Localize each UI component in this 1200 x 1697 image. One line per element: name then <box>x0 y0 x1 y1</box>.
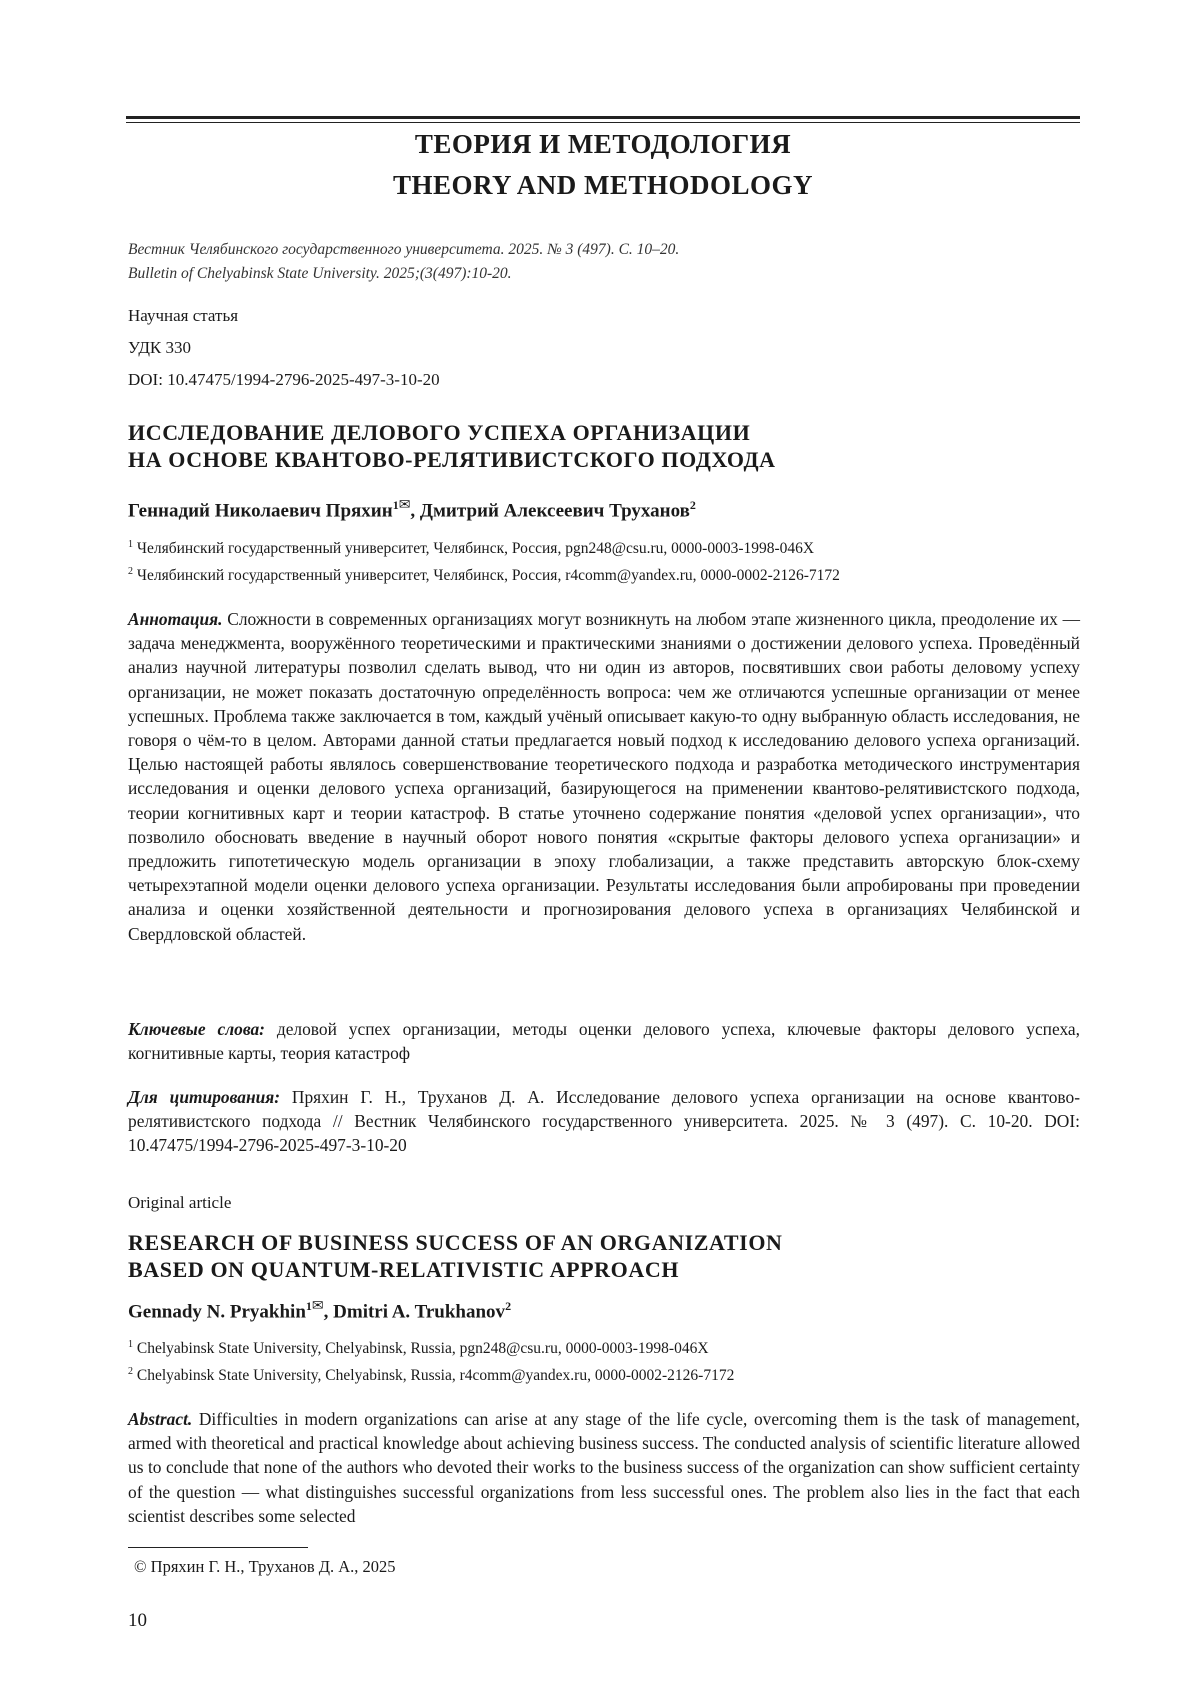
article-title-ru <box>128 419 1078 473</box>
doi-link[interactable]: DOI: 10.47475/1994-2796-2025-497-3-10-20 <box>128 370 440 389</box>
affiliation-text: Челябинский государственный университет, Челябинск, Россия, pgn248@csu.ru, 0000-0003-1998-046X <box>133 540 815 558</box>
author-superscript: 2 <box>505 1299 512 1313</box>
author-superscript: 1 <box>305 1299 312 1313</box>
section-heading-en: THEORY AND METHODOLOGY <box>392 170 814 200</box>
mail-icon[interactable]: ✉ <box>398 498 411 513</box>
author-name: Dmitri A. Trukhanov <box>333 1301 506 1323</box>
affiliation-text: Челябинский государственный университет, Челябинск, Россия, r4comm@yandex.ru, 0000-0002-2126-7172 <box>133 567 840 585</box>
affiliation-text: Chelyabinsk State University, Chelyabinsk, Russia, r4comm@yandex.ru, 0000-0002-2126-7172 <box>133 1367 735 1385</box>
affiliation-text: Chelyabinsk State University, Chelyabinsk, Russia, pgn248@csu.ru, 0000-0003-1998-046X <box>133 1340 709 1358</box>
authors-ru <box>128 493 1078 523</box>
author-name: Дмитрий Алексеевич Труханов <box>419 500 690 522</box>
author-name: Gennady N. Pryakhin <box>128 1301 306 1323</box>
author-name: Геннадий Николаевич Пряхин <box>128 500 393 522</box>
title-line-1: ИССЛЕДОВАНИЕ ДЕЛОВОГО УСПЕХА ОРГАНИЗАЦИИ <box>128 420 751 445</box>
mail-icon[interactable]: ✉ <box>311 1299 324 1314</box>
section-heading-ru: ТЕОРИЯ И МЕТОДОЛОГИЯ <box>414 129 792 159</box>
keywords-ru <box>128 1017 1080 1065</box>
abstract-text: Difficulties in modern organizations can arise at any stage of the life cycle, overcoming them is the task of management, armed with theoretical and practical knowledge about achieving business success. The conducted analysis of scientific literature allowed us to conclude that none of the authors who devoted their works to the business success of the organization can show sufficient certainty of the question — what distinguishes successful organizations from less successful ones. The problem also lies in the fact that each scientist describes some selected <box>128 1409 1080 1526</box>
udc-code: УДК 330 <box>128 338 192 357</box>
journal-reference-ru: Вестник Челябинского государственного университета. 2025. № 3 (497). С. 10–20. <box>128 241 680 258</box>
affiliation-number: 1 <box>128 539 133 550</box>
affiliation-number: 1 <box>128 1339 133 1350</box>
citation-ru <box>128 1085 1080 1158</box>
article-title-en <box>128 1229 1078 1283</box>
affiliation-2-ru <box>128 558 1078 589</box>
affiliation-number: 2 <box>128 1366 133 1377</box>
title-line-1: RESEARCH OF BUSINESS SUCCESS OF AN ORGANIZATION <box>128 1230 783 1255</box>
article-type: Научная статья <box>128 306 239 325</box>
keywords-text: деловой успех организации, методы оценки делового успеха, ключевые факторы делового успеха, когнитивные карты, теория катастроф <box>128 1019 1080 1064</box>
top-double-rule <box>126 116 1080 123</box>
title-line-2: BASED ON QUANTUM-RELATIVISTIC APPROACH <box>128 1257 680 1282</box>
authors-en <box>128 1294 1078 1324</box>
affiliation-number: 2 <box>128 566 133 577</box>
article-type-en: Original article <box>128 1193 232 1212</box>
footnote-rule <box>128 1547 308 1548</box>
author-separator: , <box>323 1301 334 1323</box>
abstract-text: Сложности в современных организациях могут возникнуть на любом этапе жизненного цикла, преодоление их — задача менеджмента, вооружённого теоретическими и практическими знаниями о достижении делового успеха. Проведённый анализ научной литературы позволил сделать вывод, что ни один из авторов, посвятивших свои работы деловому успеху организации, не может показать достаточную определённость вопроса: чем же отличаются успешные организации от менее успешных. Проблема также заключается в том, каждый учёный описывает какую-то одну выбранную область исследования, не говоря о чём-то в целом. Авторами данной статьи предлагается новый подход к исследованию делового успеха организаций. Целью настоящей работы являлось совершенствование теоретического подхода и разработка методического инструментария исследования и оценки делового успеха организаций, базирующегося на применении квантово-релятивистского подхода, теории когнитивных карт и теории катастроф. В статье уточнено содержание понятия «деловой успех организации», что позволило обосновать введение в научный оборот нового понятия «скрытые факторы делового успеха организации» и предложить гипотетическую модель организации в эпоху глобализации, а также представить авторскую блок-схему четырехэтапной модели оценки делового успеха организации. Результаты исследования были апробированы при проведении анализа и оценки хозяйственной деятельности и прогнозирования делового успеха в организациях Челябинской и Свердловской областей. <box>128 609 1080 944</box>
author-superscript: 1 <box>392 498 399 512</box>
citation-text: Пряхин Г. Н., Труханов Д. А. Исследование делового успеха организации на основе квантово-релятивистского подхода // Вестник Челябинского государственного университета. 2025. № 3 (497). С. 10-20. DOI: 10.47475/1994-2796-2025-497-3-10-20 <box>128 1087 1080 1156</box>
title-line-2: НА ОСНОВЕ КВАНТОВО-РЕЛЯТИВИСТСКОГО ПОДХОДА <box>128 447 776 472</box>
author-superscript: 2 <box>689 498 696 512</box>
abstract-label: Abstract. <box>128 1409 193 1429</box>
keywords-label: Ключевые слова: <box>128 1019 265 1039</box>
abstract-en <box>128 1407 1080 1528</box>
copyright-footnote: © Пряхин Г. Н., Труханов Д. А., 2025 <box>134 1557 396 1576</box>
journal-reference-en: Bulletin of Chelyabinsk State University. 2025;(3(497):10-20. <box>128 265 512 282</box>
page-number: 10 <box>128 1610 147 1631</box>
affiliation-2-en <box>128 1358 1078 1389</box>
abstract-label: Аннотация. <box>128 609 223 629</box>
author-separator: , <box>410 500 420 522</box>
abstract-ru <box>128 607 1080 946</box>
citation-label: Для цитирования: <box>128 1087 281 1107</box>
